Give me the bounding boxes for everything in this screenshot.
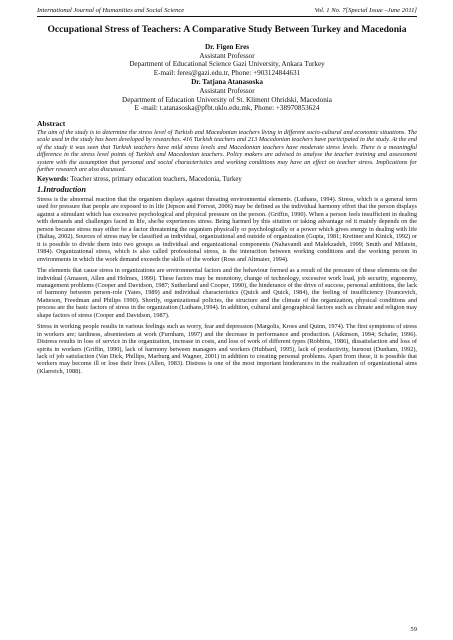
author-contact: E-mail: feres@gazi.edu.tr, Phone: +903124844631 — [153, 68, 301, 77]
author-name: Dr. Tatjana Atanasoska — [191, 78, 263, 87]
author-name: Dr. Figen Eres — [204, 43, 250, 51]
author-affiliation: Department of Education University of St. Kliment Ohridski, Macedonia — [122, 95, 332, 104]
author-position: Assistant Professor — [199, 51, 255, 60]
author-affiliation: Department of Educational Science Gazi University, Ankara Turkey — [129, 60, 325, 69]
abstract-heading: Abstract — [37, 118, 66, 128]
journal-name: International Journal of Humanities and Social Science — [37, 7, 185, 14]
paper-title: Occupational Stress of Teachers: A Comparative Study Between Turkey and Macedonia — [47, 24, 407, 35]
keywords-label: Keywords: — [37, 176, 69, 184]
author-block-2 — [37, 78, 417, 112]
section-heading-introduction: 1.Introduction — [37, 185, 86, 195]
running-head — [37, 7, 417, 17]
issue-info: Vol. 1 No. 7[Special Issue –June 2011] — [314, 7, 417, 14]
keywords — [37, 176, 417, 184]
author-position: Assistant Professor — [199, 86, 255, 95]
body-paragraph: Stress in working people results in various feelings such as worry, fear and depression (Margolis, Kroes and Quinn, 1974). The first symptoms of stress in workers are; tardiness, absenteeism at work (Furnham, 1997) and the decrease in performance and production. (Atkinson, 1994; Schafer, 1996). Distress results in loss of service in the organization, increase in costs, and loss of work of different types (Robbins, 1986), dissatisfaction and loss of spirits in workers (Griffin, 1990), lack of harmony between managers and workers (Hubbard, 1995), lack of productivity, burnout (Dunham, 1992), lack of job satisfaction (Van Dick, Phillips, Marburg and Wagner, 2001) in addition to creating personal problems. Apart from these, it is possible that workers may become ill or lose their lives (Allen, 1983). Distress is one of the most important hinderances in the realization of organizational aims (Klarreich, 1988). — [37, 323, 417, 375]
author-contact: E -mail: t.atanasoska@pfbt.uklo.edu.mk, Phone: +38970853624 — [134, 104, 320, 113]
page-number: 59 — [410, 626, 417, 633]
abstract-text: The aim of the study is to determine the stress level of Turkish and Macedonian teachers living in different socio-cultural and economic situations. The scale used in the study has been developed by researches. 416 Turkish teachers and 213 Macedonian teachers have participated in the study. At the end of the study it was seen that Turkish teachers have mild stress levels and Macedonian teachers have moderate stress levels. There is a meaningful difference in the stress level points of Turkish and Macedonian teachers. Policy makers are advised to analyse the teacher training and assessment system with the assumption that personal and social characteristics and working conditions may have an effect on teacher stress. Implications for further research are also discussed. — [37, 128, 417, 174]
author-block-1 — [37, 43, 417, 77]
body-paragraph: The elements that cause stress in organizations are environmental factors and the behaviour formed as a result of the pressure of these elements on the individual (Amason, Allen and Holmes, 1999). These factors may be monotony, change of technology, excessive work load, job security, ergonomy, management problems (Cooper and Davidson, 1987; Sutherland and Cooper, 1990), the hinderance of the drive of success, personal ambitions, the lack of harmony between person-role (Yates, 1989) and individual characteristics (Quick and Quick, 1984), the feeling of insufficiency (Ivancevich, Matteson, Freedman and Philips 1990). Shortly, organizational policies, the structure and the climate of the organization, physical conditions and process are the basic factors of stress in the organization (Luthans,1994). In addition, cultural and geographical factors such as climate and religion may shape factors of stress (Cooper and Davidson, 1987). — [37, 267, 417, 319]
body-paragraph: Stress is the abnormal reaction that the organism displays against threating environmental elements. (Luthans, 1994). Stress, which is a general term used for pressure that people are exposed to in life (Jepson and Forrest, 2006) may be defined as the individual harmony effort that the person displays against a stimulant which has excessive psychological and physical pressure on the person. (Griffin, 1990). When a person feels insufficient in dealing with demands and challenges faced in life, she/he experiences stress. Being harmed by this sitution or taking advantage od it mainly depends on the person because stress may either be a factor threatening the organism physically or psychologically or a power which gives energy in dealing with life (Baltaş, 2002). Sources of stress may be classified as individual, organizational and outside of organization (Gupta, 1981; Kreitner and Kinick, 1992) or it is possible to divide them into two groups as individual and organizational components (Nahavandi and Malekzadeh, 1999; Smith and Milstein, 1984). Organizational stress, which is also called professional stress, is the interaction between working conditions and the working person in environments in which the work demand exceeds the skills of the worker (Ross and Altmaier, 1994). — [37, 195, 417, 263]
keywords-text: Teacher stress, primary education teachers, Macedonia, Turkey — [68, 176, 242, 184]
